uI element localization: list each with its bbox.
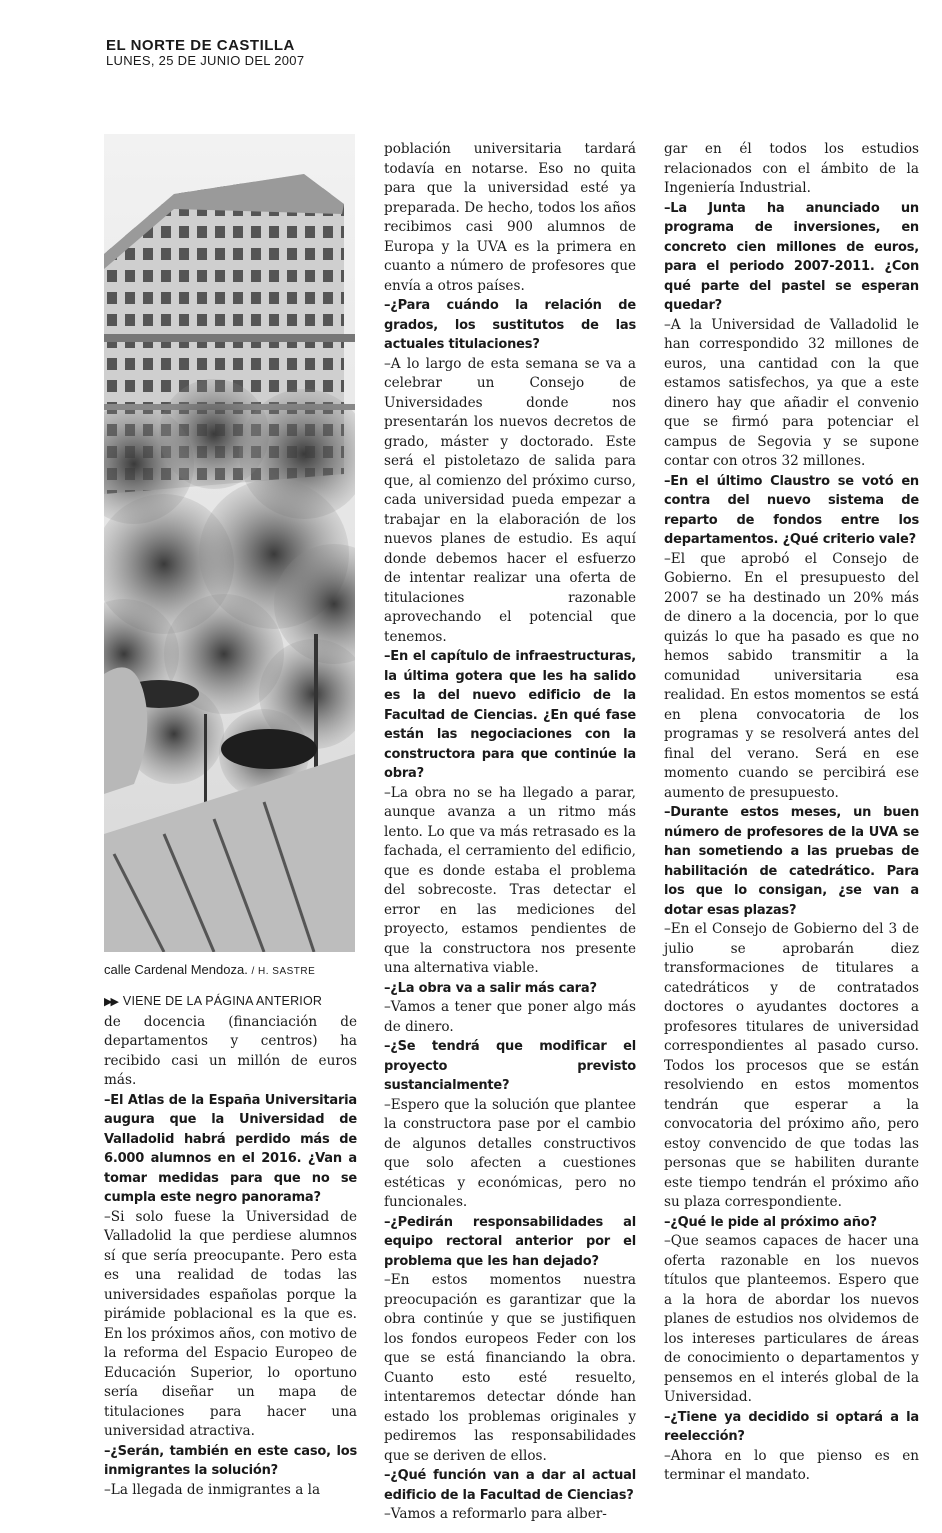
continued-text: VIENE DE LA PÁGINA ANTERIOR	[122, 994, 323, 1008]
interview-answer: –Ahora en lo que pienso es en terminar el mandato.	[664, 1447, 919, 1483]
photo-credit: / H. SASTRE	[251, 966, 316, 977]
column-1-body	[104, 1013, 357, 1501]
interview-answer: –A lo largo de esta semana se va a celebrar un Consejo de Universidades donde nos presentarán los nuevos decretos de grado, máster y doctorado. Este será el pistoletazo de salida para que, al comienzo del próximo curso, cada universidad pueda empezar a trabajar en la elaboración de los nuevos planes de estudio. Es aquí donde debemos hacer el esfuerzo de intentar realizar una oferta de titulaciones razonable aprovechando el potencial que tenemos.	[384, 355, 636, 645]
publication-date: LUNES, 25 DE JUNIO DEL 2007	[106, 52, 305, 68]
interview-answer: –La obra no se ha llegado a parar, aunque avanza a un ritmo más lento. Lo que va más retrasado es la fachada, el cerramiento del edificio, que es donde estaba el problema del sobrecoste. Tras detectar el error en las mediciones del proyecto, estamos pendientes de que la constructora nos presente una alternativa viable.	[384, 784, 636, 976]
interview-question: –¿Qué le pide al próximo año?	[664, 1214, 877, 1230]
masthead	[106, 38, 304, 67]
street-photo	[104, 134, 355, 952]
interview-answer: –A la Universidad de Valladolid le han correspondido 32 millones de euros, una cantidad con la que estamos satisfechos, ya que a este dinero hay que añadir el convenio que se firmó para potenciar el campus de Segovia y se supone contar con otros 32 millones.	[664, 316, 919, 469]
street-photo-image	[104, 134, 355, 952]
interview-answer: –En estos momentos nuestra preocupación es garantizar que la obra continúe y que se justifiquen los fondos europeos Feder con los que se está financiando la obra. Cuanto esto esté resuelto, intentaremos detectar dónde han estado los problemas originales y pediremos las responsabilidades que se deriven de ellos.	[384, 1272, 636, 1464]
interview-answer: –En el Consejo de Gobierno del 3 de julio se aprobarán diez transformaciones de titulares a catedráticos y de contratados doctores o ayudantes doctores a profesores titulares de universidad correspondientes al pasado curso. Todos los procesos que se están resolviendo en estos momentos tendrán que esperar a la convocatoria del próximo año, pero estoy convencido de que todas las personas que se habiliten durante este tiempo tendrán el próximo año su plaza correspondiente.	[664, 921, 919, 1210]
caption-text: calle Cardenal Mendoza.	[104, 962, 248, 977]
interview-answer: –Que seamos capaces de hacer una oferta razonable en los nuevos títulos que planteemos. Espero que a la hora de abordar los nuevos planes de estudios nos olvidemos de los intereses particulares de áreas de conocimiento o departamentos y pensemos en el interés global de la Universidad.	[664, 1233, 919, 1405]
double-arrow-icon: ▶▶	[104, 996, 117, 1008]
interview-answer: población universitaria tardará todavía en notarse. Eso no quita para que la universidad esté ya preparada. De hecho, todos los años recibimos casi 900 alumnos de Europa y la UVA es la primera en cuanto a número de profesores que envía a otros países.	[384, 141, 636, 294]
photo-caption	[104, 962, 315, 977]
column-3	[664, 140, 919, 1486]
interview-answer: –Vamos a tener que poner algo más de dinero.	[384, 999, 636, 1035]
column-2	[384, 140, 636, 1525]
newspaper-name: EL NORTE DE CASTILLA	[106, 37, 295, 54]
interview-question: –La Junta ha anunciado un programa de inversiones, en concreto cien millones de euros, para el periodo 2007-2011. ¿Con qué parte del pastel se esperan quedar?	[664, 200, 919, 313]
interview-answer: gar en él todos los estudios relacionados con el ámbito de la Ingeniería Industrial.	[664, 141, 919, 196]
interview-question: –El Atlas de la España Universitaria augura que la Universidad de Valladolid habrá perdido más de 6.000 alumnos en el 2016. ¿Van a tomar medidas para que no se cumpla este negro panorama?	[104, 1092, 357, 1205]
interview-answer: –Si solo fuese la Universidad de Valladolid la que perdiese alumnos sí que sería preocupante. Pero esta es una realidad de todas las universidades españolas porque la pirámide poblacional es la que es. En los próximos años, con motivo de la reforma del Espacio Europeo de Educación Superior, lo oportuno sería diseñar un mapa de titulaciones para hacer una universidad atractiva.	[104, 1208, 357, 1439]
interview-question: –¿Se tendrá que modificar el proyecto previsto sustancialmente?	[384, 1039, 636, 1093]
interview-answer: –La llegada de inmigrantes a la	[104, 1481, 321, 1498]
column-1	[104, 992, 357, 1500]
interview-question: –En el capítulo de infraestructuras, la última gotera que les ha salido es la del nuevo edificio de la Facultad de Ciencias. ¿En qué fase están las negociaciones con la constructora para que continúe la obra?	[384, 649, 636, 781]
column-3-body	[664, 140, 919, 1486]
interview-question: –Durante estos meses, un buen número de profesores de la UVA se han sometiendo a las pruebas de habilitación de catedrático. Para los que lo consigan, ¿se van a dotar esas plazas?	[664, 805, 919, 918]
interview-question: –¿Pedirán responsabilidades al equipo rectoral anterior por el problema que les han dejado?	[384, 1214, 636, 1269]
interview-question: –¿Para cuándo la relación de grados, los sustitutos de las actuales titulaciones?	[384, 298, 636, 352]
interview-answer: –Espero que la solución que plantee la constructora pase por el cambio de algunos detalles constructivos que solo afecten a cuestiones estéticas y económicas, pero no funcionales.	[384, 1096, 636, 1210]
interview-question: –¿Qué función van a dar al actual edificio de la Facultad de Ciencias?	[384, 1468, 636, 1503]
interview-question: –¿Tiene ya decidido si optará a la reelección?	[664, 1409, 919, 1444]
interview-answer: –Vamos a reformarlo para alber-	[384, 1506, 607, 1522]
continued-from-label	[104, 992, 357, 1013]
interview-answer: –El que aprobó el Consejo de Gobierno. En el presupuesto del 2007 se ha destinado un 20% más de dinero a la docencia, por lo que quizás lo que ha pasado es que no hemos sabido transmitir a la comunidad universitaria esa realidad. En estos momentos se está en plena convocatoria de los programas y se resolverá antes del final del verano. Será en ese momento cuando se percibirá ese aumento de presupuesto.	[664, 550, 919, 801]
interview-question: –En el último Claustro se votó en contra del nuevo sistema de reparto de fondos entre los departamentos. ¿Qué criterio vale?	[664, 473, 919, 547]
column-2-body	[384, 140, 636, 1525]
interview-question: –¿La obra va a salir más cara?	[384, 980, 597, 996]
interview-question: –¿Serán, también en este caso, los inmigrantes la solución?	[104, 1443, 357, 1478]
interview-answer: de docencia (financiación de departamentos y centros) ha recibido casi un millón de euros más.	[104, 1013, 357, 1088]
